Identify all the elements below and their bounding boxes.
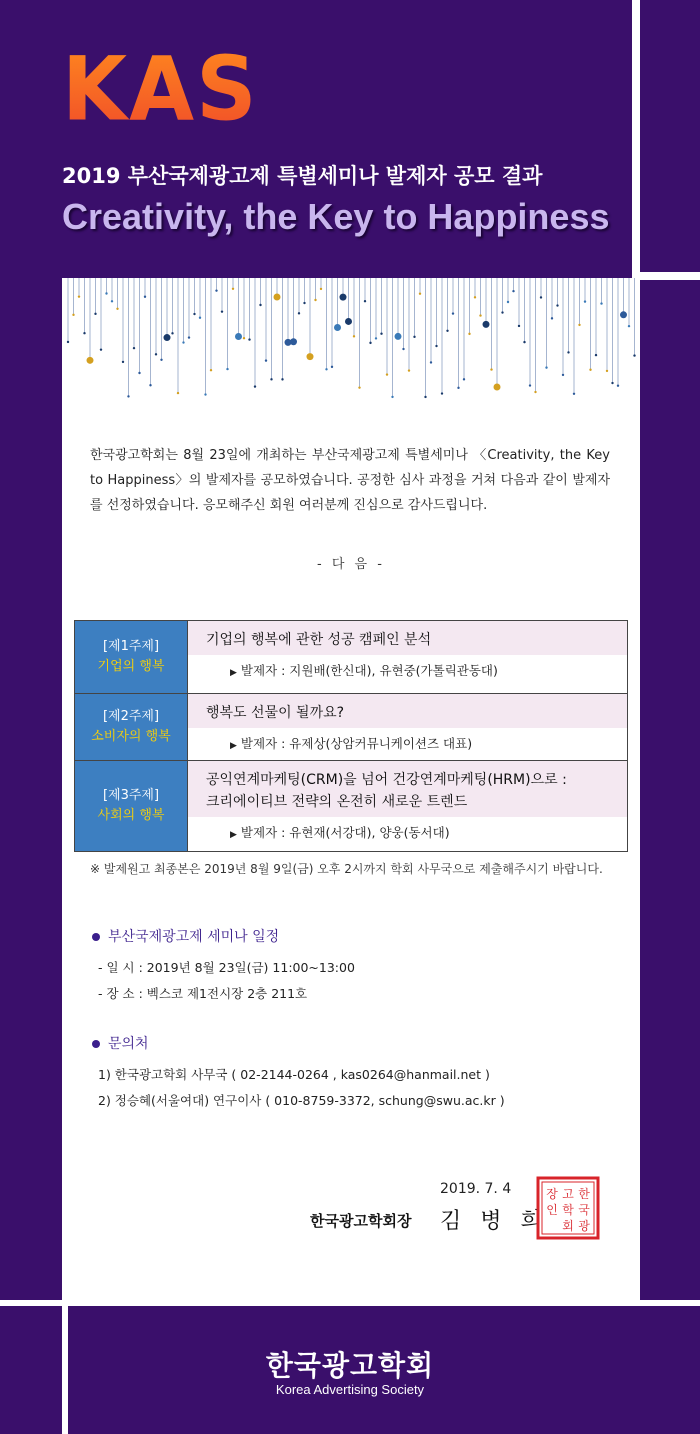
- topic-number: [제3주제]: [102, 788, 160, 803]
- light-bulb: [345, 318, 352, 325]
- light-bulb: [67, 341, 69, 343]
- light-bulb: [562, 374, 564, 376]
- schedule-time: - 일 시 : 2019년 8월 23일(금) 11:00~13:00: [98, 960, 355, 975]
- light-bulb: [138, 372, 140, 374]
- light-bulb: [380, 333, 382, 335]
- page-subtitle: 2019 부산국제광고제 특별세미나 발제자 공모 결과: [62, 164, 543, 188]
- light-bulb: [512, 290, 514, 292]
- signature-date: 2019. 7. 4: [440, 1181, 512, 1197]
- triangle-bullet-icon: ▶: [230, 741, 237, 751]
- light-bulb: [259, 304, 261, 306]
- light-bulb: [254, 385, 256, 387]
- light-bulb: [105, 292, 107, 294]
- bullet-dot-icon: [92, 1040, 100, 1048]
- light-bulb: [307, 353, 314, 360]
- schedule-place: - 장 소 : 벡스코 제1전시장 2층 211호: [98, 986, 308, 1001]
- topic-label-cell: [75, 694, 188, 761]
- light-bulb: [72, 314, 74, 316]
- light-bulb: [494, 384, 501, 391]
- schedule-heading-text: 부산국제광고제 세미나 일정: [108, 929, 280, 945]
- light-bulb: [567, 351, 569, 353]
- light-bulb: [248, 338, 250, 340]
- kas-logo: KAS: [62, 37, 259, 141]
- topic-presenter: [188, 728, 627, 760]
- light-bulb: [595, 354, 597, 356]
- light-bulb: [369, 342, 371, 344]
- light-bulb: [149, 384, 151, 386]
- light-bulb: [303, 302, 305, 304]
- topic-presenter: [188, 817, 627, 849]
- light-bulb: [507, 301, 509, 303]
- light-bulb: [628, 325, 630, 327]
- page-title: Creativity, the Key to Happiness: [62, 196, 610, 237]
- footer-org-name-ko: 한국광고학회: [265, 1349, 435, 1382]
- light-bulb: [364, 300, 366, 302]
- light-bulb: [87, 357, 94, 364]
- footer-org-name-en: Korea Advertising Society: [275, 1382, 425, 1397]
- light-bulb: [320, 288, 322, 290]
- light-bulb: [144, 296, 146, 298]
- triangle-bullet-icon: ▶: [230, 668, 237, 678]
- light-bulb: [620, 311, 627, 318]
- light-bulb: [474, 296, 476, 298]
- light-bulb: [490, 368, 492, 370]
- light-bulb: [600, 302, 602, 304]
- light-bulb: [160, 359, 162, 361]
- light-bulb: [534, 391, 536, 393]
- contact-heading: [92, 1033, 149, 1053]
- topic-title-line2: 크리에이티브 전략의 온전히 새로운 트렌드: [206, 794, 468, 810]
- light-bulb: [232, 288, 234, 290]
- light-bulb: [589, 369, 591, 371]
- right-horizontal-stripe: [632, 272, 700, 280]
- light-bulb: [116, 308, 118, 310]
- topic-title-line1: 공익연계마케팅(CRM)을 넘어 건강연계마케팅(HRM)으로 :: [206, 772, 567, 788]
- light-bulb: [122, 361, 124, 363]
- svg-text:학: 학: [562, 1203, 574, 1217]
- light-bulb: [358, 386, 360, 388]
- light-bulb: [221, 310, 223, 312]
- light-bulb: [100, 348, 102, 350]
- light-bulb: [452, 312, 454, 314]
- light-bulb: [424, 396, 426, 398]
- light-bulb: [518, 325, 520, 327]
- light-bulb: [127, 395, 129, 397]
- topic-title: 기업의 행복에 관한 성공 캠페인 분석: [188, 621, 627, 655]
- topic-name: 소비자의 행복: [91, 729, 171, 744]
- light-bulb: [334, 324, 341, 331]
- light-bulb: [270, 378, 272, 380]
- light-bulb: [204, 393, 206, 395]
- light-bulb: [243, 337, 245, 339]
- president-name: 김 병 희: [440, 1209, 548, 1234]
- light-bulb: [413, 336, 415, 338]
- light-bulb: [556, 304, 558, 306]
- svg-text:한: 한: [578, 1187, 590, 1201]
- svg-text:장: 장: [546, 1187, 558, 1201]
- light-bulb: [501, 311, 503, 313]
- light-bulb: [265, 359, 267, 361]
- light-bulb: [446, 330, 448, 332]
- light-bulb: [386, 373, 388, 375]
- light-bulb: [111, 300, 113, 302]
- light-bulb: [290, 338, 297, 345]
- topic-title: [188, 761, 627, 817]
- light-bulb: [171, 332, 173, 334]
- light-bulb: [419, 292, 421, 294]
- topic-presenter: [188, 655, 627, 687]
- topic-name: 사회의 행복: [97, 808, 165, 823]
- topic-label-cell: [75, 621, 188, 694]
- light-bulb: [314, 299, 316, 301]
- light-bulb: [468, 333, 470, 335]
- footer-divider-stripe: [0, 1300, 700, 1306]
- svg-text:인: 인: [546, 1203, 558, 1217]
- official-seal-icon: [536, 1176, 600, 1240]
- light-bulb: [523, 341, 525, 343]
- presenter-text: 발제자 : 유현재(서강대), 양웅(동서대): [240, 825, 450, 840]
- svg-text:고: 고: [562, 1187, 574, 1201]
- svg-text:회: 회: [562, 1219, 574, 1233]
- contact-line-1: 1) 한국광고학회 사무국 ( 02-2144-0264 , kas0264@hanmail.net ): [98, 1067, 490, 1082]
- svg-text:국: 국: [578, 1203, 590, 1217]
- light-bulb: [331, 366, 333, 368]
- light-bulb: [199, 317, 201, 319]
- light-bulb: [340, 294, 347, 301]
- light-bulb: [164, 334, 171, 341]
- light-bulb: [83, 332, 85, 334]
- light-bulb: [483, 321, 490, 328]
- topic-body-cell: [188, 761, 628, 852]
- presenter-text: 발제자 : 지원배(한신대), 유현중(가톨릭관동대): [240, 663, 498, 678]
- light-bulb: [226, 368, 228, 370]
- contact-heading-text: 문의처: [108, 1036, 149, 1052]
- light-bulb: [633, 354, 635, 356]
- topic-number: [제2주제]: [102, 709, 160, 724]
- light-bulb: [457, 387, 459, 389]
- schedule-heading: [92, 926, 279, 946]
- light-bulb: [529, 384, 531, 386]
- light-bulb: [441, 392, 443, 394]
- triangle-bullet-icon: ▶: [230, 830, 237, 840]
- light-bulb: [188, 336, 190, 338]
- light-bulb: [375, 337, 377, 339]
- light-bulb: [611, 382, 613, 384]
- light-bulb: [133, 347, 135, 349]
- topic-name: 기업의 행복: [97, 659, 165, 674]
- light-bulb: [540, 296, 542, 298]
- light-bulb: [281, 378, 283, 380]
- light-bulb: [435, 345, 437, 347]
- light-bulb: [391, 396, 393, 398]
- topic-title: 행복도 선물이 될까요?: [188, 694, 627, 728]
- section-divider-text: - 다 음 -: [317, 557, 385, 572]
- hanging-lights-decoration: [62, 278, 640, 428]
- presenter-text: 발제자 : 유제상(상암커뮤니케이션즈 대표): [240, 736, 473, 751]
- light-bulb: [408, 369, 410, 371]
- contact-line-2: 2) 정승혜(서울여대) 연구이사 ( 010-8759-3372, schung@swu.ac.kr ): [98, 1093, 505, 1108]
- light-bulb: [182, 341, 184, 343]
- table-row: [75, 761, 628, 852]
- light-bulb: [551, 317, 553, 319]
- light-bulb: [430, 361, 432, 363]
- table-row: [75, 621, 628, 694]
- topics-table: [74, 620, 628, 852]
- light-bulb: [215, 289, 217, 291]
- light-bulb: [193, 313, 195, 315]
- light-bulb: [353, 335, 355, 337]
- intro-paragraph: 한국광고학회는 8월 23일에 개최하는 부산국제광고제 특별세미나 〈Creativity, the Key to Happiness〉의 발제자를 공모하였습니다. 공정한 심사 과정을 거쳐 다음과 같이 발제자를 선정하였습니다. 응모해주신 회원 여러분께 진심으로 감사드립니다.: [90, 448, 610, 513]
- light-bulb: [177, 392, 179, 394]
- light-bulb: [545, 366, 547, 368]
- topic-number: [제1주제]: [102, 639, 160, 654]
- topic-label-cell: [75, 761, 188, 852]
- light-bulb: [235, 333, 242, 340]
- topic-body-cell: [188, 621, 628, 694]
- table-row: [75, 694, 628, 761]
- light-bulb: [578, 324, 580, 326]
- light-bulb: [395, 333, 402, 340]
- light-bulb: [463, 378, 465, 380]
- light-bulb: [78, 295, 80, 297]
- light-bulb: [573, 393, 575, 395]
- light-bulb: [606, 370, 608, 372]
- svg-text:광: 광: [578, 1219, 590, 1233]
- submission-note: ※ 발제원고 최종본은 2019년 8월 9일(금) 오후 2시까지 학회 사무국으로 제출해주시기 바랍니다.: [90, 862, 603, 876]
- light-bulb: [94, 313, 96, 315]
- light-bulb: [325, 368, 327, 370]
- light-bulb: [402, 348, 404, 350]
- light-bulb: [210, 369, 212, 371]
- light-bulb: [617, 385, 619, 387]
- light-bulb: [155, 353, 157, 355]
- light-bulb: [479, 314, 481, 316]
- light-bulb: [584, 300, 586, 302]
- bullet-dot-icon: [92, 933, 100, 941]
- president-title: 한국광고학회장: [310, 1212, 412, 1230]
- topic-body-cell: [188, 694, 628, 761]
- light-bulb: [298, 312, 300, 314]
- content-card: [62, 278, 640, 1300]
- light-bulb: [274, 293, 281, 300]
